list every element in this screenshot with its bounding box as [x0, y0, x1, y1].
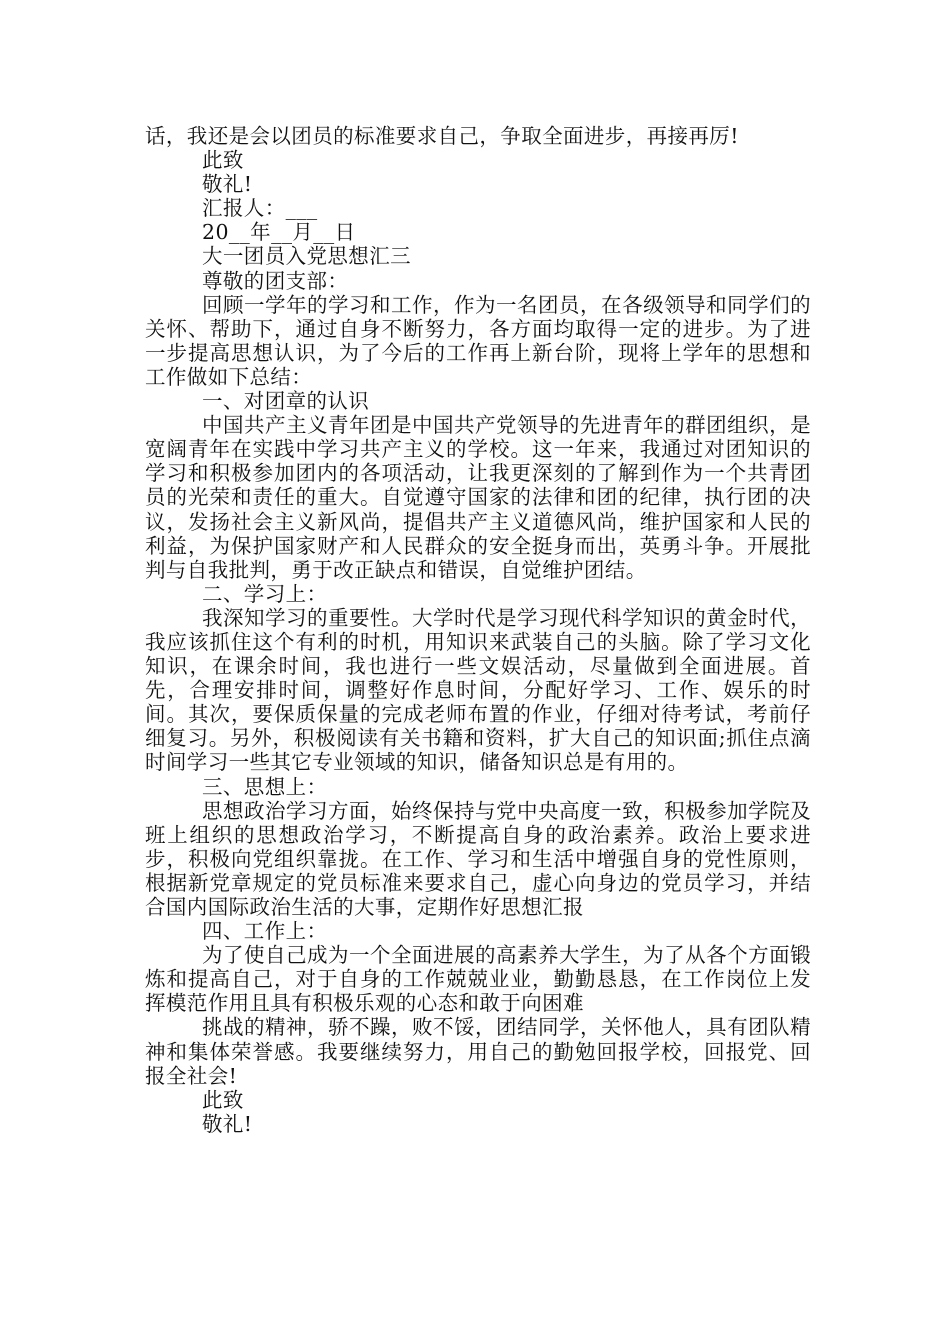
paragraph-work: 为了使自己成为一个全面进展的高素养大学生，为了从各个方面锻炼和提高自己，对于自身的工作兢兢业业，勤勤恳恳，在工作岗位上发挥模范作用且具有积极乐观的心态和敢于向困难	[145, 943, 811, 1016]
section-title: 大一团员入党思想汇三	[202, 244, 411, 269]
heading-charter: 一、对团章的认识	[202, 389, 370, 414]
paragraph-charter: 中国共产主义青年团是中国共产党领导的先进青年的群团组织，是宽阔青年在实践中学习共产主义的学校。这一年来，我通过对团知识的学习和积极参加团内的各项活动，让我更深刻的了解到作为一个共青团员的光荣和责任的重大。自觉遵守国家的法律和团的纪律，执行团的决议，发扬社会主义新风尚，提倡共产主义道德风尚，维护国家和人民的利益，为保护国家财产和人民群众的安全挺身而出，英勇斗争。开展批判与自我批判，勇于改正缺点和错误，自觉维护团结。	[145, 413, 811, 582]
greeting: 尊敬的团支部：	[202, 268, 349, 293]
paragraph-thought: 思想政治学习方面，始终保持与党中央高度一致，积极参加学院及班上组织的思想政治学习，不断提高自身的政治素养。政治上要求进步，积极向党组织靠拢。在工作、学习和生活中增强自身的党性原则，根据新党章规定的党员标准来要求自己，虚心向身边的党员学习，并结合国内国际政治生活的大事，定期作好思想汇报	[145, 798, 811, 919]
date-line: 20__年__月__日	[202, 220, 356, 245]
heading-work: 四、工作上：	[202, 919, 328, 944]
closing-salutation: 此致	[202, 148, 244, 173]
paragraph-work-continued: 挑战的精神，骄不躁，败不馁，团结同学，关怀他人，具有团队精神和集体荣誉感。我要继续努力，用自己的勤勉回报学校，回报党、回报全社会!	[145, 1015, 811, 1088]
heading-thought: 三、思想上：	[202, 774, 328, 799]
closing-salutation-2: 此致	[202, 1087, 244, 1112]
paragraph-intro: 回顾一学年的学习和工作，作为一名团员，在各级领导和同学们的关怀、帮助下，通过自身不断努力，各方面均取得一定的进步。为了进一步提高思想认识，为了今后的工作再上新台阶，现将上学年的思想和工作做如下总结：	[145, 292, 811, 389]
closing-regards-2: 敬礼!	[202, 1111, 253, 1136]
heading-study: 二、学习上：	[202, 581, 328, 606]
reporter-line: 汇报人：___	[202, 196, 318, 221]
paragraph-study: 我深知学习的重要性。大学时代是学习现代科学知识的黄金时代，我应该抓住这个有利的时机，用知识来武装自己的头脑。除了学习文化知识，在课余时间，我也进行一些文娱活动，尽量做到全面进展。首先，合理安排时间，调整好作息时间，分配好学习、工作、娱乐的时间。其次，要保质保量的完成老师布置的作业，仔细对待考试，考前仔细复习。另外，积极阅读有关书籍和资料，扩大自己的知识面;抓住点滴时间学习一些其它专业领域的知识，储备知识总是有用的。	[145, 605, 811, 775]
paragraph-continuation: 话，我还是会以团员的标准要求自己，争取全面进步，再接再厉!	[145, 124, 739, 148]
document-body	[145, 124, 811, 1136]
closing-regards: 敬礼!	[202, 172, 253, 197]
